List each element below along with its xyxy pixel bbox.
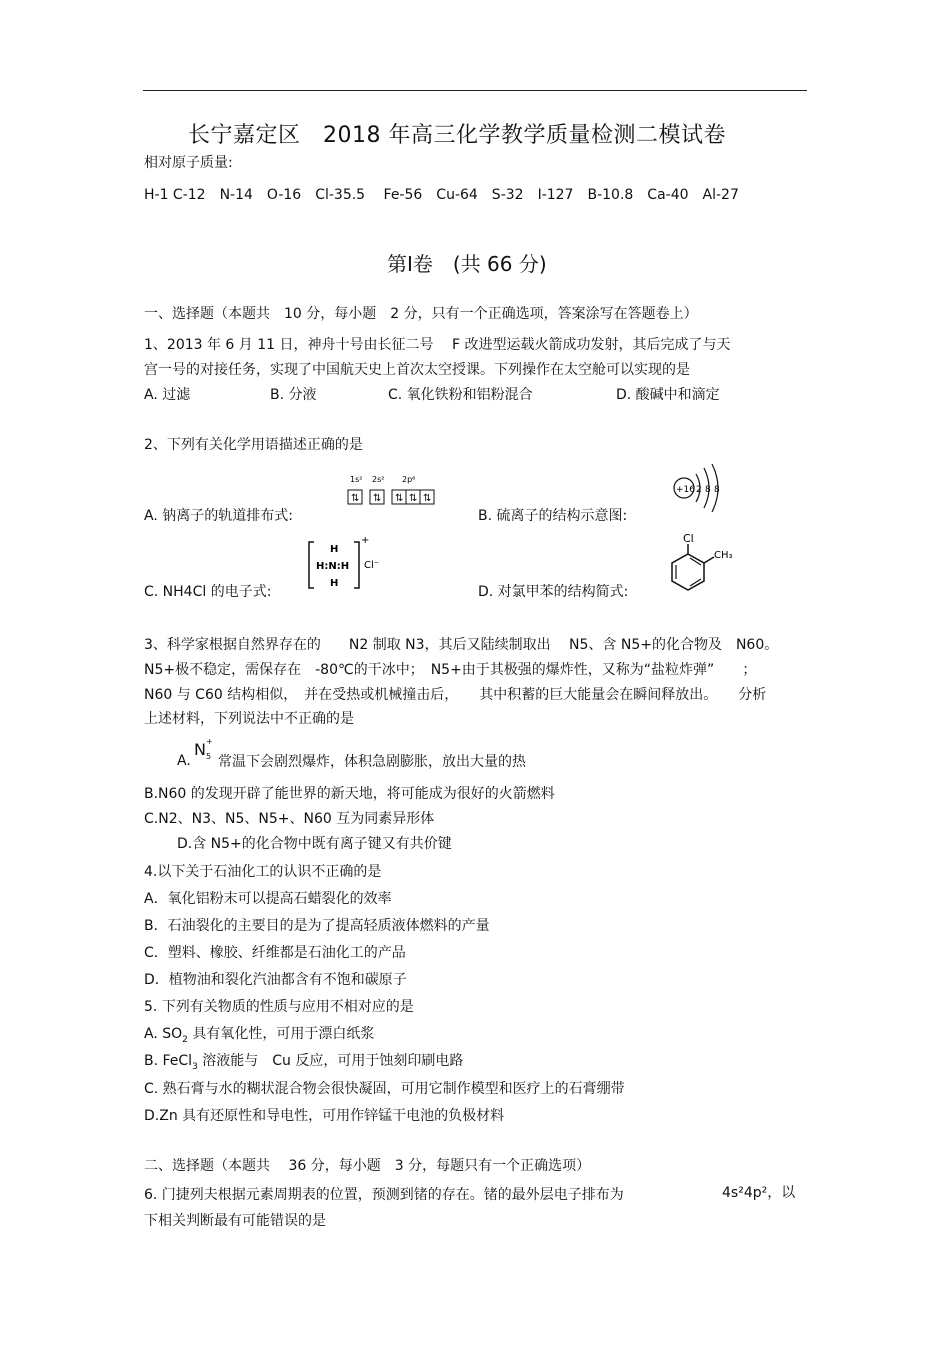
q3-option-a-label: A. bbox=[177, 753, 191, 769]
q1-option-d: D. 酸碱中和滴定 bbox=[616, 387, 720, 403]
q4-option-d: D．植物油和裂化汽油都含有不饱和碳原子 bbox=[144, 972, 407, 988]
q4-option-c: C．塑料、橡胶、纤维都是石油化工的产品 bbox=[144, 945, 406, 961]
nh4-h-top: H bbox=[330, 544, 339, 555]
q3-option-a: 常温下会剧烈爆炸，体积急剧膨胀，放出大量的热 bbox=[218, 754, 526, 770]
atomic-mass-label: 相对原子质量: bbox=[144, 155, 233, 171]
atomic-mass-values: H-1 C-12 N-14 O-16 Cl-35.5 Fe-56 Cu-64 S-32 I-127 B-10.8 Ca-40 Al-27 bbox=[144, 187, 739, 203]
svg-text:⇅: ⇅ bbox=[423, 493, 432, 504]
shell-2: 8 bbox=[705, 485, 711, 495]
section-title: 第Ⅰ卷 (共 66 分) bbox=[387, 252, 547, 276]
q2-option-d: D. 对氯甲苯的结构简式: bbox=[478, 584, 629, 600]
nh4-h-bottom: H bbox=[330, 578, 339, 589]
q2-option-c: C. NH4Cl 的电子式: bbox=[144, 584, 272, 600]
q6-stem-line1: 6. 门捷列夫根据元素周期表的位置，预测到锗的存在。锗的最外层电子排布为 bbox=[144, 1187, 624, 1203]
q2-option-a: A. 钠离子的轨道排布式: bbox=[144, 508, 293, 524]
orbital-diagram bbox=[346, 472, 441, 508]
shell-3: 8 bbox=[714, 485, 720, 495]
chloro-label: Cl bbox=[683, 532, 694, 545]
n5-ion-symbol: N bbox=[194, 740, 206, 759]
q2-stem: 2、下列有关化学用语描述正确的是 bbox=[144, 437, 363, 453]
q2-option-b: B. 硫离子的结构示意图: bbox=[478, 508, 628, 524]
nucleus-charge: +16 bbox=[676, 485, 695, 495]
part2-header: 二、选择题（本题共 36 分，每小题 3 分，每题只有一个正确选项） bbox=[144, 1158, 591, 1174]
orbital-label-2p: 2p⁶ bbox=[402, 475, 416, 484]
q5-option-c: C. 熟石膏与水的糊状混合物会很快凝固，可用它制作模型和医疗上的石膏绷带 bbox=[144, 1081, 625, 1097]
n5-ion-charge: + bbox=[206, 737, 213, 746]
nh4-charge: + bbox=[361, 535, 370, 546]
svg-text:⇅: ⇅ bbox=[395, 493, 404, 504]
q3-stem-line2: N5+极不稳定，需保存在 -80℃的干冰中； N5+由于其极强的爆炸性，又称为“盐粒炸弹” ； bbox=[144, 662, 757, 678]
q5-option-b: B. FeCl$_3$ 溶液能与 Cu 反应，可用于蚀刻印刷电路 bbox=[144, 1053, 464, 1072]
q5-option-d: D.Zn 具有还原性和导电性，可用作锌锰干电池的负极材料 bbox=[144, 1108, 505, 1124]
orbital-label-1s: 1s² bbox=[350, 475, 363, 484]
q3-option-b: B.N60 的发现开辟了能世界的新天地，将可能成为很好的火箭燃料 bbox=[144, 786, 555, 802]
chloride-ion: Cl⁻ bbox=[364, 560, 380, 571]
svg-text:⇅: ⇅ bbox=[351, 493, 360, 504]
sulfide-ion-diagram bbox=[668, 458, 728, 516]
q1-option-a: A. 过滤 bbox=[144, 387, 191, 403]
orbital-label-2s: 2s² bbox=[372, 475, 385, 484]
methyl-label: CH₃ bbox=[714, 550, 733, 561]
part1-header: 一、选择题（本题共 10 分，每小题 2 分，只有一个正确选项，答案涂写在答题卷上） bbox=[144, 306, 698, 322]
q3-stem-line3: N60 与 C60 结构相似， 并在受热或机械撞击后， 其中积蓄的巨大能量会在瞬间释放出。 分析 bbox=[144, 687, 767, 703]
q3-option-d: D.含 N5+的化合物中既有离子键又有共价键 bbox=[177, 836, 452, 852]
q3-option-c: C.N2、N3、N5、N5+、N60 互为同素异形体 bbox=[144, 811, 435, 827]
q5-option-a: A. $SO_2$ 具有氧化性，可用于漂白纸浆 bbox=[144, 1026, 375, 1045]
q4-stem: 4.以下关于石油化工的认识不正确的是 bbox=[144, 864, 382, 880]
q1-stem-line1: 1、2013 年 6 月 11 日，神舟十号由长征二号 F 改进型运载火箭成功发射，其后完成了与天 bbox=[144, 337, 731, 353]
shell-1: 2 bbox=[696, 485, 702, 495]
q1-stem-line2: 宫一号的对接任务，实现了中国航天史上首次太空授课。下列操作在太空舱可以实现的是 bbox=[144, 362, 690, 378]
q3-stem-line4: 上述材料，下列说法中不正确的是 bbox=[144, 711, 354, 727]
exam-title: 长宁嘉定区 2018 年高三化学教学质量检测二模试卷 bbox=[188, 123, 726, 148]
n5-ion-subscript: 5 bbox=[206, 752, 212, 761]
nh4-center: H:N:H bbox=[316, 561, 350, 572]
svg-text:⇅: ⇅ bbox=[373, 493, 382, 504]
svg-text:⇅: ⇅ bbox=[409, 493, 418, 504]
q1-option-c: C. 氧化铁粉和铝粉混合 bbox=[388, 387, 533, 403]
nh4cl-electron-formula bbox=[306, 535, 386, 594]
q6-stem-line2: 下相关判断最有可能错误的是 bbox=[144, 1213, 326, 1229]
top-rule bbox=[143, 90, 807, 91]
chlorotoluene-structure bbox=[664, 532, 744, 594]
q6-electron-config: 4s²4p²，以 bbox=[722, 1185, 796, 1201]
q1-option-b: B. 分液 bbox=[270, 387, 317, 403]
q5-stem: 5. 下列有关物质的性质与应用不相对应的是 bbox=[144, 999, 414, 1015]
q4-option-b: B．石油裂化的主要目的是为了提高轻质液体燃料的产量 bbox=[144, 918, 490, 934]
q4-option-a: A．氧化铝粉末可以提高石蜡裂化的效率 bbox=[144, 891, 392, 907]
q3-stem-line1: 3、科学家根据自然界存在的 N2 制取 N3，其后又陆续制取出 N5、含 N5+的化合物及 N60。 bbox=[144, 637, 779, 653]
